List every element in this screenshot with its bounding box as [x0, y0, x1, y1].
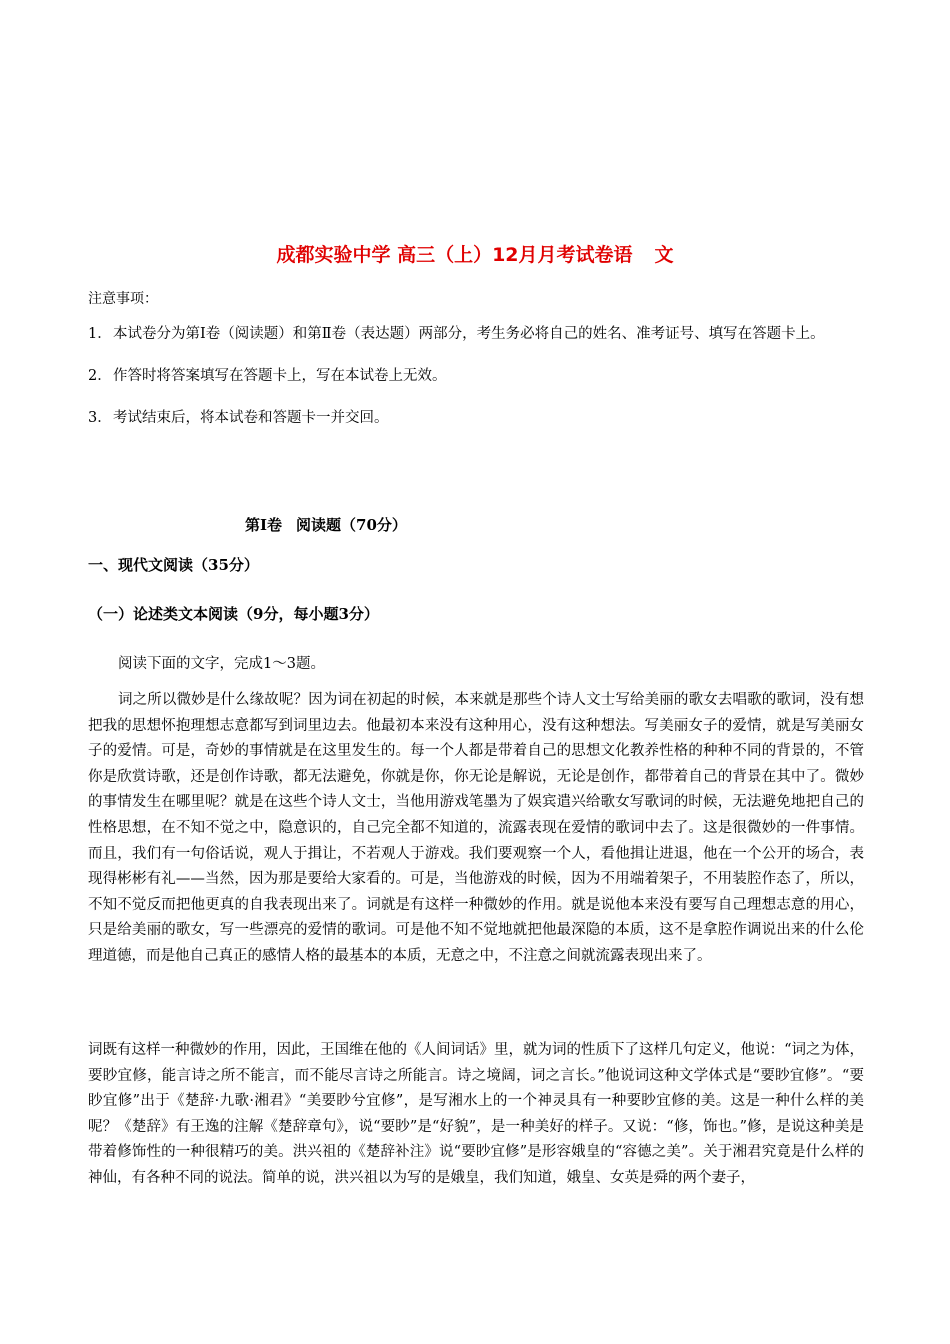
- notice-item: [88, 322, 863, 347]
- notice-heading: 注意事项：: [88, 291, 158, 307]
- passage-paragraph-1: 词之所以微妙是什么缘故呢？因为词在初起的时候，本来就是那些个诗人文士写给美丽的歌女去唱歌的歌词，没有想把我的思想怀抱理想志意都写到词里边去。他最初本来没有这种用心，没有这种想法。写美丽女子的爱情，就是写美丽女子的爱情。可是，奇妙的事情就是在这里发生的。每一个人都是带着自己的思想文化教养性格的种种不同的背景的，不管你是欣赏诗歌，还是创作诗歌，都无法避免，你就是你，你无论是解说，无论是创作，都带着自己的背景在其中了。微妙的事情发生在哪里呢？就是在这些个诗人文士，当他用游戏笔墨为了娱宾遣兴给歌女写歌词的时候，无法避免地把自己的性格思想，在不知不觉之中，隐意识的，自己完全都不知道的，流露表现在爱情的歌词中去了。这是很微妙的一件事情。而且，我们有一句俗话说，观人于揖让，不若观人于游戏。我们要观察一个人，看他揖让进退，他在一个公开的场合，表现得彬彬有礼——当然，因为那是要给大家看的。可是，当他游戏的时候，因为不用端着架子，不用装腔作态了，所以，不知不觉反而把他更真的自我表现出来了。词就是有这样一种微妙的作用。就是说他本来没有要写自己理想志意的用心，只是给美丽的歌女，写一些漂亮的爱情的歌词。可是他不知不觉地就把他最深隐的本质，这不是拿腔作调说出来的什么伦理道德，而是他自己真正的感情人格的最基本的本质，无意之中，不注意之间就流露表现出来了。: [88, 692, 864, 964]
- volume-name: 阅读题（70分）: [296, 516, 407, 534]
- notice-item: [88, 406, 863, 431]
- section-title: 一、现代文阅读（35分）: [88, 556, 259, 574]
- notice-item: [88, 364, 863, 389]
- notice-list: [88, 322, 863, 448]
- notice-item-number: 2．: [88, 368, 112, 384]
- exam-title-main: 成都实验中学 高三（上）12月月考试卷语: [276, 244, 633, 266]
- subsection-title: （一）论述类文本阅读（9分，每小题3分）: [88, 605, 379, 623]
- volume-title: [245, 514, 407, 535]
- notice-item-text: 考试结束后，将本试卷和答题卡一并交回。: [113, 410, 389, 426]
- exam-title-end: 文: [654, 244, 674, 266]
- notice-item-number: 1．: [88, 326, 112, 342]
- reading-instruction: 阅读下面的文字，完成1～3题。: [118, 656, 325, 672]
- notice-item-text: 作答时将答案填写在答题卡上，写在本试卷上无效。: [113, 368, 447, 384]
- exam-title: [0, 240, 950, 267]
- notice-item-text: 本试卷分为第Ⅰ卷（阅读题）和第Ⅱ卷（表达题）两部分，考生务必将自己的姓名、准考证号、填写在答题卡上。: [113, 326, 825, 342]
- volume-label: 第Ⅰ卷: [245, 516, 283, 534]
- notice-item-number: 3．: [88, 410, 112, 426]
- passage-paragraph-2: 词既有这样一种微妙的作用，因此，王国维在他的《人间词话》里，就为词的性质下了这样几句定义，他说：“词之为体，要眇宜修，能言诗之所不能言，而不能尽言诗之所能言。诗之境阔，词之言长。”他说词这种文学体式是“要眇宜修”。“要眇宜修”出于《楚辞·九歌·湘君》“美要眇兮宜修”，是写湘水上的一个神灵具有一种要眇宜修的美。这是一种什么样的美呢？《楚辞》有王逸的注解《楚辞章句》，说“要眇”是“好貌”，是一种美好的样子。又说：“修，饰也。”修，是说这种美是带着修饰性的一种很精巧的美。洪兴祖的《楚辞补注》说“要眇宜修”是形容娥皇的“容德之美”。关于湘君究竟是什么样的神仙，有各种不同的说法。简单的说，洪兴祖以为写的是娥皇，我们知道，娥皇、女英是舜的两个妻子，: [88, 1042, 864, 1186]
